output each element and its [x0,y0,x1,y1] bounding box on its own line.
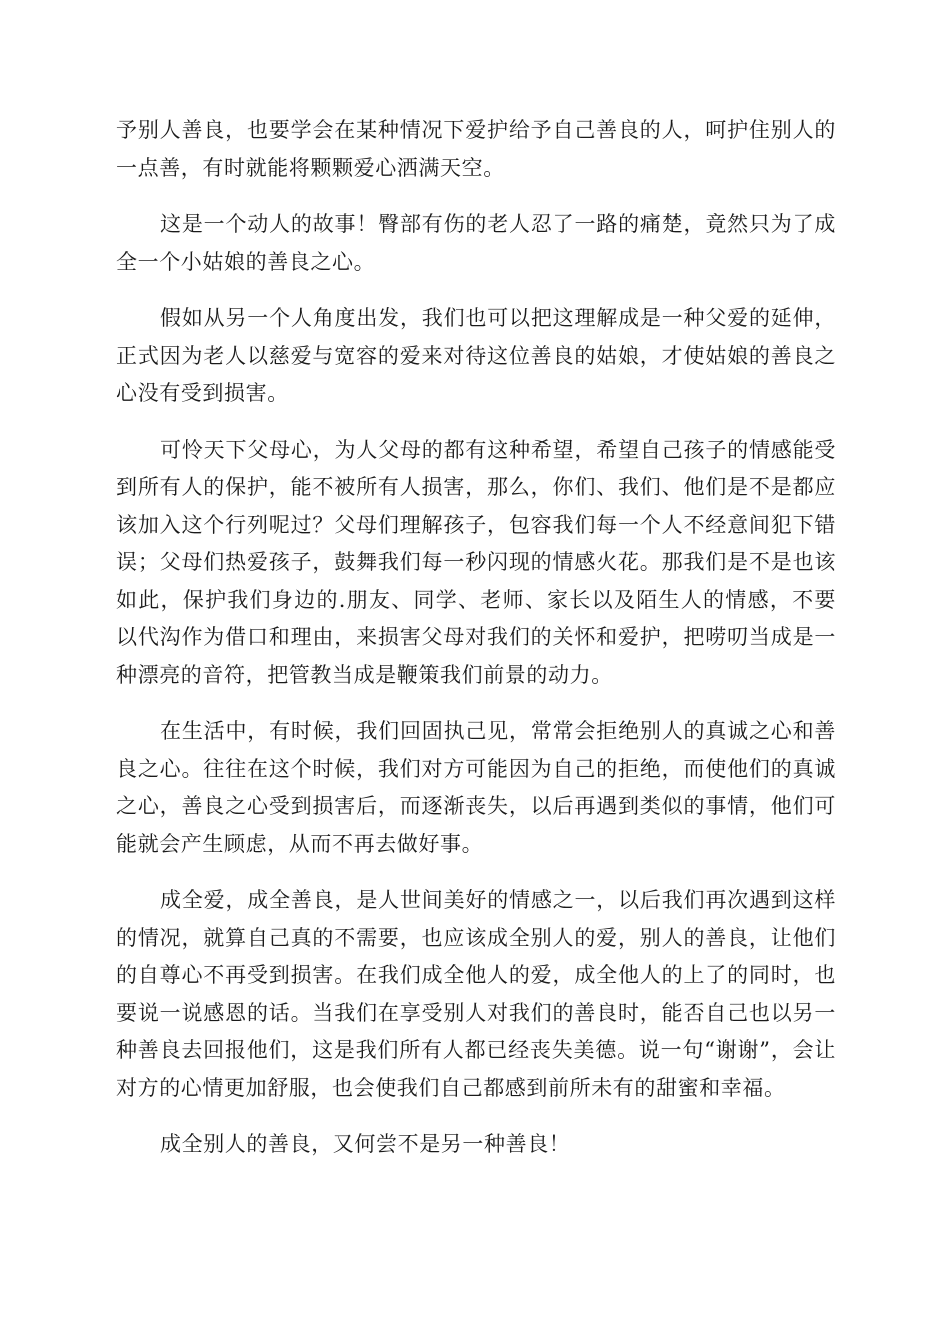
paragraph: 在生活中，有时候，我们回固执己见，常常会拒绝别人的真诚之心和善良之心。往往在这个时候，我们对方可能因为自己的拒绝，而使他们的真诚之心，善良之心受到损害后，而逐渐丧失，以后再遇到类似的事情，他们可能就会产生顾虑，从而不再去做好事。 [116,719,836,856]
document-body [116,112,836,1164]
paragraph: 这是一个动人的故事！臀部有伤的老人忍了一路的痛楚，竟然只为了成全一个小姑娘的善良之心。 [116,212,836,274]
paragraph: 可怜天下父母心，为人父母的都有这种希望，希望自己孩子的情感能受到所有人的保护，能不被所有人损害，那么，你们、我们、他们是不是都应该加入这个行列呢过？父母们理解孩子，包容我们每一个人不经意间犯下错误；父母们热爱孩子，鼓舞我们每一秒闪现的情感火花。那我们是不是也该如此，保护我们身边的.朋友、同学、老师、家长以及陌生人的情感，不要以代沟作为借口和理由，来损害父母对我们的关怀和爱护，把唠叨当成是一种漂亮的音符，把管教当成是鞭策我们前景的动力。 [116,437,836,687]
paragraph: 成全爱，成全善良，是人世间美好的情感之一，以后我们再次遇到这样的情况，就算自己真的不需要，也应该成全别人的爱，别人的善良，让他们的自尊心不再受到损害。在我们成全他人的爱，成全他人的上了的同时，也要说一说感恩的话。当我们在享受别人对我们的善良时，能否自己也以另一种善良去回报他们，这是我们所有人都已经丧失美德。说一句“谢谢”，会让对方的心情更加舒服，也会使我们自己都感到前所未有的甜蜜和幸福。 [116,888,836,1100]
paragraph: 假如从另一个人角度出发，我们也可以把这理解成是一种父爱的延伸，正式因为老人以慈爱与宽容的爱来对待这位善良的姑娘，才使姑娘的善良之心没有受到损害。 [116,306,836,405]
paragraph-conclusion: 成全别人的善良，又何尝不是另一种善良！ [160,1132,571,1156]
paragraph-continuation: 予别人善良，也要学会在某种情况下爱护给予自己善良的人，呵护住别人的一点善，有时就能将颗颗爱心洒满天空。 [116,118,836,180]
